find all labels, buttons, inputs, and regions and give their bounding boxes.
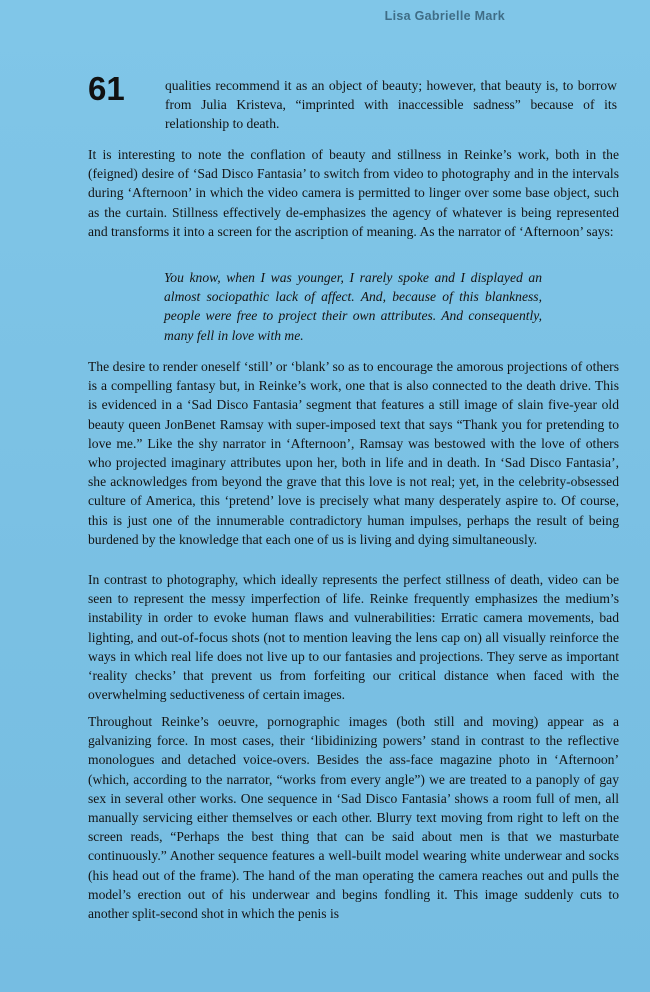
block-quote: You know, when I was younger, I rarely spoke and I displayed an almost sociopathic lack of affect. And, because of this blankness, people were free to project their own attributes. And consequently, many fell in love with me. xyxy=(164,270,542,343)
body-paragraph-4: Throughout Reinke’s oeuvre, pornographic images (both still and moving) appear as a galvanizing force. In most cases, their ‘libidinizing powers’ stand in contrast to the reflective monologues and detached voice-overs. Besides the ass-face magazine photo in ‘Afternoon’ (which, according to the narrator, “works from every angle”) we are treated to a panoply of gay sex in several other works. One sequence in ‘Sad Disco Fantasia’ shows a room full of men, all manually servicing either themselves or each other. Blurry text moving from right to left on the screen reads, “Perhaps the best thing that can be said about men is that we masturbate continuously.” Another sequence features a well-built model wearing white underwear and socks (his head out of the frame). The hand of the man operating the camera reaches out and pulls the model’s erection out of his underwear and begins fondling it. This image suddenly cuts to another split-second shot in which the penis is xyxy=(88,714,619,922)
running-header-author: Lisa Gabrielle Mark xyxy=(384,9,505,23)
page-number: 61 xyxy=(88,70,125,107)
body-paragraph-1: It is interesting to note the conflation of beauty and stillness in Reinke’s work, both in the (feigned) desire of ‘Sad Disco Fantasia’ to switch from video to photography and in the intervals during ‘Afternoon’ in which the video camera is permitted to linger over some base object, such as the curtain. Stillness effectively de-emphasizes the agency of whatever is being represented and transforms it into a screen for the ascription of meaning. As the narrator of ‘Afternoon’ says: xyxy=(88,147,619,239)
body-paragraph-3: In contrast to photography, which ideally represents the perfect stillness of death, video can be seen to represent the messy imperfection of life. Reinke frequently emphasizes the medium’s instability in order to evoke human flaws and vulnerabilities: Erratic camera movements, bad lighting, and out-of-focus shots (not to mention leaving the lens cap on) all visually reinforce the ways in which real life does not live up to our fantasies and projections. They serve as important ‘reality checks’ that prevent us from forfeiting our critical distance when faced with the overwhelming seductiveness of certain images. xyxy=(88,572,619,703)
lead-paragraph: qualities recommend it as an object of beauty; however, that beauty is, to borrow from Julia Kristeva, “imprinted with inaccessible sadness” because of its relationship to death. xyxy=(165,78,617,132)
body-paragraph-2: The desire to render oneself ‘still’ or ‘blank’ so as to encourage the amorous projections of others is a compelling fantasy but, in Reinke’s work, one that is also connected to the death drive. This is evidenced in a ‘Sad Disco Fantasia’ segment that features a still image of slain five-year old beauty queen JonBenet Ramsay with super-imposed text that says “Thank you for pretending to love me.” Like the shy narrator in ‘Afternoon’, Ramsay was bestowed with the love of others who projected imaginary attributes upon her, both in life and in death. In ‘Sad Disco Fantasia’, she acknowledges from beyond the grave that this love is not real; yet, in the celebrity-obsessed culture of America, this ‘pretend’ love is precisely what many desperately aspire to. Of course, this is just one of the innumerable contradictory human impulses, perhaps the result of being burdened by the knowledge that each one of us is living and dying simultaneously. xyxy=(88,359,619,547)
